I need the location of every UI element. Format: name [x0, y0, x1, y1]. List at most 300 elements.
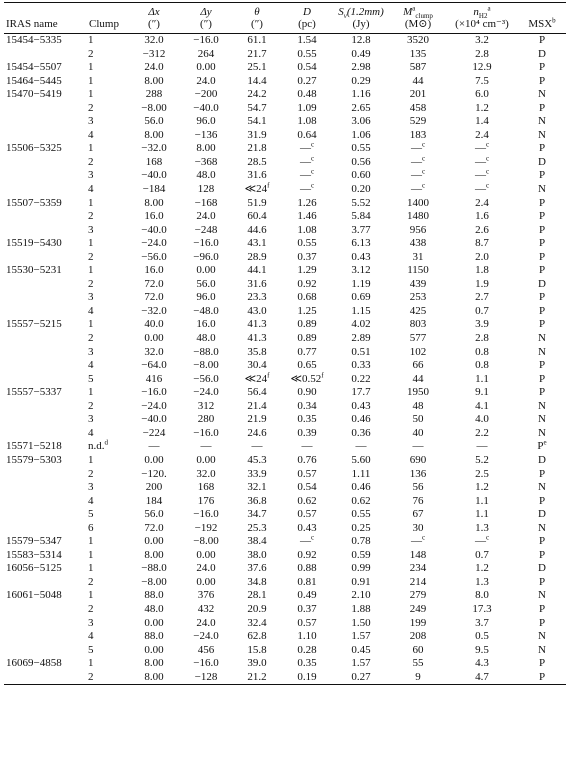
cell-dx: 48.0: [144, 602, 164, 615]
cell-iras-name: 15557−5337: [6, 386, 62, 399]
cell-clump: 1: [88, 88, 94, 101]
cell-iras-name: [4, 427, 80, 441]
cell-dy: −192: [194, 521, 218, 534]
cell-diameter: ≪0.52$^f$: [290, 371, 324, 385]
cell-mass: 50: [412, 413, 424, 426]
cell-iras-name: 15454−5507: [6, 61, 62, 74]
cell-msx: N: [538, 481, 546, 494]
cell-theta: 25.3: [247, 521, 267, 534]
cell-iras-name: 15519−5430: [6, 237, 62, 250]
table-row: [4, 332, 566, 346]
cell-dy: 0.00: [196, 264, 216, 277]
table-row: [4, 535, 566, 549]
cell-dx: 0.00: [144, 453, 164, 466]
cell-dy: —: [200, 440, 212, 453]
cell-theta: 28.1: [247, 589, 267, 602]
cell-dy: 56.0: [196, 277, 216, 290]
cell-flux: 0.51: [351, 345, 371, 358]
cell-iras-name: [4, 359, 80, 373]
cell-diameter: 0.49: [297, 589, 317, 602]
cell-density: 0.5: [475, 630, 489, 643]
cell-dy: −48.0: [193, 304, 219, 317]
cell-flux: 0.56: [351, 155, 371, 168]
cell-clump: 2: [88, 250, 94, 263]
cell-dx: 8.00: [144, 657, 164, 670]
cell-density: 0.7: [475, 304, 489, 317]
cell-diameter: 0.88: [297, 562, 317, 575]
cell-dy: 456: [197, 643, 215, 656]
cell-theta: 36.8: [247, 494, 267, 507]
cell-clump: 4: [88, 183, 94, 196]
table-row: [4, 644, 566, 658]
cell-dx: 32.0: [144, 34, 164, 46]
cell-dx: −88.0: [141, 562, 167, 575]
cell-theta: 56.4: [247, 386, 267, 399]
cell-flux: 5.52: [351, 196, 371, 209]
cell-clump: 2: [88, 399, 94, 412]
cell-dx: −40.0: [141, 169, 167, 182]
cell-mass: 439: [409, 277, 427, 290]
cell-density: 4.1: [475, 399, 489, 412]
cell-density: 2.8: [475, 332, 489, 345]
table-row: [4, 373, 566, 387]
cell-density: 2.8: [475, 47, 489, 60]
cell-dx: 88.0: [144, 589, 164, 602]
table-row: [4, 657, 566, 671]
cell-theta: 33.9: [247, 467, 267, 480]
cell-iras-name: [4, 291, 80, 305]
cell-density: 8.0: [475, 589, 489, 602]
clump-properties-table-container: [4, 2, 566, 685]
cell-dx: 416: [145, 372, 163, 385]
cell-dy: −16.0: [193, 34, 219, 46]
header-diameter: [282, 3, 332, 19]
cell-dx: −40.0: [141, 413, 167, 426]
cell-diameter: —$^c$: [299, 140, 315, 155]
cell-iras-name: [4, 102, 80, 116]
cell-mass: 234: [409, 562, 427, 575]
cell-dy: 0.00: [196, 453, 216, 466]
cell-dy: −24.0: [193, 630, 219, 643]
cell-flux: 6.13: [351, 237, 371, 250]
cell-dy: −16.0: [193, 657, 219, 670]
cell-dy: 280: [197, 413, 215, 426]
cell-diameter: 1.54: [297, 34, 317, 46]
cell-flux: 0.46: [351, 481, 371, 494]
cell-clump: 1: [88, 318, 94, 331]
cell-theta: 34.7: [247, 508, 267, 521]
cell-theta: 24.2: [247, 88, 267, 101]
cell-theta: 20.9: [247, 602, 267, 615]
clump-properties-table: [4, 2, 566, 685]
cell-dx: 0.00: [144, 616, 164, 629]
cell-dx: −40.0: [141, 223, 167, 236]
cell-mass: 9: [390, 671, 446, 685]
cell-clump: 4: [88, 359, 94, 372]
cell-clump: 2: [88, 467, 94, 480]
cell-flux: 0.29: [351, 74, 371, 87]
cell-theta: 61.1: [247, 34, 267, 46]
cell-flux: 4.02: [351, 318, 371, 331]
cell-clump: 3: [88, 291, 94, 304]
table-row: [4, 224, 566, 238]
cell-diameter: 0.54: [297, 481, 317, 494]
header-dy-unit: (″): [180, 18, 232, 34]
cell-mass: 214: [409, 575, 427, 588]
cell-flux: 2.98: [351, 61, 371, 74]
cell-msx: D: [538, 562, 546, 575]
cell-theta: ≪24$^f$: [244, 181, 270, 196]
cell-msx: $P^e$: [537, 438, 547, 453]
cell-iras-name: [4, 129, 80, 143]
cell-msx: D: [538, 277, 546, 290]
cell-diameter: 1.08: [297, 115, 317, 128]
cell-density: 1.2: [475, 562, 489, 575]
cell-theta: 28.5: [247, 155, 267, 168]
cell-diameter: 0.65: [297, 359, 317, 372]
cell-mass: —$^c$: [410, 154, 426, 168]
cell-flux: 1.15: [351, 304, 371, 317]
cell-diameter: 1.08: [297, 223, 317, 236]
table-row: [4, 522, 566, 536]
cell-clump: 2: [88, 332, 94, 345]
cell-density: 2.2: [475, 426, 489, 439]
cell-dx: 56.0: [144, 508, 164, 521]
cell-clump: 6: [88, 521, 94, 534]
cell-theta: 24.6: [247, 426, 267, 439]
cell-density: 3.9: [475, 318, 489, 331]
cell-dy: 376: [197, 589, 215, 602]
cell-diameter: —$^c$: [299, 167, 315, 182]
cell-mass: 529: [409, 115, 427, 128]
cell-msx: P: [538, 602, 546, 615]
cell-iras-name: 15571−5218: [6, 440, 62, 453]
cell-diameter: 0.55: [297, 237, 317, 250]
cell-clump: 1: [88, 264, 94, 277]
table-row: [4, 251, 566, 265]
cell-iras-name: 15530−5231: [6, 264, 62, 277]
cell-density: 2.7: [475, 291, 489, 304]
cell-density: —: [476, 440, 488, 453]
table-row: [4, 278, 566, 292]
cell-flux: 0.36: [351, 426, 371, 439]
cell-msx: P: [538, 548, 546, 561]
cell-iras-name: [4, 251, 80, 265]
cell-flux: 0.55: [351, 142, 371, 155]
cell-iras-name: 16069−4858: [6, 657, 62, 670]
cell-flux: —: [355, 440, 367, 453]
table-header: [4, 3, 566, 34]
cell-theta: 28.9: [247, 250, 267, 263]
table-row: [4, 318, 566, 332]
cell-clump: 1: [88, 237, 94, 250]
cell-msx: N: [538, 413, 546, 426]
cell-mass: 67: [412, 508, 424, 521]
cell-flux: 0.91: [351, 575, 371, 588]
cell-diameter: —$^c$: [299, 533, 315, 548]
cell-iras-name: 15464−5445: [6, 74, 62, 87]
table-row: [4, 48, 566, 62]
cell-dx: −184: [142, 183, 166, 196]
cell-dx: 8.00: [144, 548, 164, 561]
cell-dx: 16.0: [144, 210, 164, 223]
cell-dx: −8.00: [141, 575, 167, 588]
cell-theta: —: [251, 440, 263, 453]
cell-iras-name: [4, 346, 80, 360]
cell-mass: 60: [412, 643, 424, 656]
cell-diameter: 0.89: [297, 318, 317, 331]
cell-mass: —$^c$: [410, 140, 426, 155]
table-row: [4, 549, 566, 563]
cell-diameter: 0.34: [297, 399, 317, 412]
cell-msx: P: [538, 304, 546, 317]
header-clump: Clump: [80, 18, 128, 34]
cell-dy: 0.00: [196, 548, 216, 561]
cell-density: —$^c$: [474, 140, 490, 155]
cell-mass: 956: [409, 223, 427, 236]
table-row: [4, 468, 566, 482]
table-row: [4, 61, 566, 75]
table-row: [4, 169, 566, 183]
table-row: [4, 562, 566, 576]
header-clump-top: [80, 3, 128, 19]
table-row: [4, 617, 566, 631]
table-row: [4, 142, 566, 156]
cell-clump: 2: [88, 210, 94, 223]
cell-density: 1.1: [475, 372, 489, 385]
cell-flux: 0.22: [351, 372, 371, 385]
cell-dy: −16.0: [193, 508, 219, 521]
header-theta: [232, 3, 282, 19]
cell-dy: −56.0: [193, 372, 219, 385]
cell-flux: 0.59: [351, 548, 371, 561]
table-row: [4, 264, 566, 278]
cell-theta: 31.6: [247, 169, 267, 182]
cell-clump: 3: [88, 115, 94, 128]
cell-mass: —$^c$: [410, 533, 426, 548]
cell-density: 2.4: [475, 196, 489, 209]
header-flux: [332, 3, 390, 19]
header-flux-unit: (Jy): [332, 18, 390, 34]
cell-flux: 0.69: [351, 291, 371, 304]
cell-dx: −32.0: [141, 142, 167, 155]
cell-clump: 1: [88, 196, 94, 209]
header-row-symbols: [4, 3, 566, 19]
cell-theta: 51.9: [247, 196, 267, 209]
cell-dy: 168: [197, 481, 215, 494]
cell-iras-name: [4, 400, 80, 414]
cell-mass: 690: [409, 453, 427, 466]
cell-dy: 264: [197, 47, 215, 60]
cell-msx: P: [538, 494, 546, 507]
cell-theta: ≪24$^f$: [244, 371, 270, 385]
cell-flux: 3.12: [351, 264, 371, 277]
table-row: [4, 400, 566, 414]
cell-mass: 55: [412, 657, 424, 670]
cell-mass: 577: [409, 332, 427, 345]
cell-mass: 40: [412, 426, 424, 439]
cell-dx: 32.0: [144, 345, 164, 358]
cell-mass: —: [412, 440, 424, 453]
cell-msx: N: [538, 426, 546, 439]
cell-density: 0.8: [475, 345, 489, 358]
cell-flux: 0.49: [351, 47, 371, 60]
header-mass-label: $M^a_{clump}$: [403, 4, 433, 21]
cell-mass: 30: [412, 521, 424, 534]
cell-density: 3.7: [475, 616, 489, 629]
cell-theta: 23.3: [247, 291, 267, 304]
cell-clump: 1: [88, 61, 94, 74]
cell-theta: 21.4: [247, 399, 267, 412]
cell-theta: 21.2: [232, 671, 282, 685]
cell-iras-name: 15454−5335: [6, 34, 62, 46]
cell-msx: N: [538, 521, 546, 534]
cell-theta: 21.9: [247, 413, 267, 426]
cell-iras-name: [4, 576, 80, 590]
table-row: [4, 291, 566, 305]
cell-iras-name: [4, 644, 80, 658]
cell-flux: 0.43: [351, 250, 371, 263]
cell-density: 17.3: [472, 602, 492, 615]
header-diameter-label: D: [303, 6, 311, 18]
cell-dx: 200: [145, 481, 163, 494]
cell-theta: 30.4: [247, 359, 267, 372]
table-row: [4, 305, 566, 319]
cell-theta: 44.6: [247, 223, 267, 236]
header-row-units: [4, 18, 566, 34]
cell-flux: 0.78: [351, 535, 371, 548]
cell-mass: 31: [412, 250, 424, 263]
cell-dy: −248: [194, 223, 218, 236]
cell-density: 2.0: [475, 250, 489, 263]
cell-theta: 34.8: [247, 575, 267, 588]
cell-dx: 184: [145, 494, 163, 507]
cell-msx: P: [538, 467, 546, 480]
cell-diameter: —$^c$: [299, 181, 315, 196]
cell-mass: —$^c$: [410, 167, 426, 182]
table-row: [4, 88, 566, 102]
cell-flux: 1.19: [351, 277, 371, 290]
cell-diameter: 1.10: [297, 630, 317, 643]
cell-clump: 4: [88, 128, 94, 141]
cell-clump: 5: [88, 372, 94, 385]
cell-flux: 0.46: [351, 413, 371, 426]
cell-dx: −24.0: [141, 399, 167, 412]
cell-diameter: 0.68: [297, 291, 317, 304]
cell-theta: 62.8: [247, 630, 267, 643]
cell-density: 2.5: [475, 467, 489, 480]
cell-clump: 1: [88, 142, 94, 155]
cell-dx: 8.00: [128, 671, 180, 685]
cell-dx: 288: [145, 88, 163, 101]
cell-iras-name: [4, 671, 80, 685]
cell-mass: 1400: [407, 196, 429, 209]
cell-msx: P: [538, 142, 546, 155]
cell-density: —$^c$: [474, 533, 490, 548]
cell-iras-name: 15579−5303: [6, 453, 62, 466]
cell-flux: 0.33: [351, 359, 371, 372]
cell-msx: P: [538, 386, 546, 399]
cell-dy: 96.0: [196, 291, 216, 304]
cell-dy: 96.0: [196, 115, 216, 128]
cell-density: 9.5: [475, 643, 489, 656]
cell-mass: 3520: [407, 34, 429, 46]
cell-dx: −24.0: [141, 237, 167, 250]
table-row: [4, 156, 566, 170]
cell-mass: 208: [409, 630, 427, 643]
cell-density: —$^c$: [474, 181, 490, 196]
cell-diameter: 0.19: [282, 671, 332, 685]
cell-msx: P: [538, 291, 546, 304]
cell-iras-name: [4, 115, 80, 129]
cell-msx: P: [538, 101, 546, 114]
cell-theta: 38.4: [247, 535, 267, 548]
table-row: [4, 183, 566, 197]
header-dy-label: Δy: [200, 6, 212, 18]
cell-iras-name: [4, 617, 80, 631]
cell-diameter: 0.57: [297, 467, 317, 480]
cell-clump: 2: [88, 575, 94, 588]
cell-density: 1.2: [475, 481, 489, 494]
cell-diameter: 1.46: [297, 210, 317, 223]
cell-clump: 4: [88, 304, 94, 317]
cell-flux: 12.8: [351, 34, 371, 46]
cell-flux: 0.20: [351, 183, 371, 196]
header-dx: [128, 3, 180, 19]
cell-clump: 1: [88, 34, 94, 46]
cell-theta: 38.0: [247, 548, 267, 561]
cell-dy: −168: [194, 196, 218, 209]
cell-density: 1.1: [475, 508, 489, 521]
cell-dy: 24.0: [196, 562, 216, 575]
cell-clump: 1: [88, 386, 94, 399]
cell-dy: −200: [194, 88, 218, 101]
table-row: [4, 359, 566, 373]
cell-mass: 136: [409, 467, 427, 480]
cell-iras-name: 15506−5325: [6, 142, 62, 155]
cell-density: 1.1: [475, 494, 489, 507]
cell-iras-name: [4, 332, 80, 346]
cell-dx: 0.00: [144, 643, 164, 656]
cell-dx: 40.0: [144, 318, 164, 331]
cell-iras-name: [4, 278, 80, 292]
cell-flux: 0.60: [351, 169, 371, 182]
header-dy: [180, 3, 232, 19]
cell-density: 1.2: [475, 101, 489, 114]
cell-clump: 1: [88, 548, 94, 561]
cell-flux: 0.25: [351, 521, 371, 534]
cell-dy: −128: [180, 671, 232, 685]
cell-clump: 2: [88, 101, 94, 114]
cell-msx: N: [538, 332, 546, 345]
header-msx: MSX$^b$: [518, 18, 566, 34]
header-dx-unit: (″): [128, 18, 180, 34]
cell-dx: 8.00: [144, 196, 164, 209]
cell-density: 12.9: [472, 61, 492, 74]
cell-flux: 1.88: [351, 602, 371, 615]
cell-iras-name: [4, 603, 80, 617]
cell-dy: 32.0: [196, 467, 216, 480]
cell-msx: P: [538, 575, 546, 588]
cell-dx: −16.0: [141, 386, 167, 399]
header-msx-top: [518, 3, 566, 19]
cell-msx: P: [518, 671, 566, 685]
cell-density: 0.7: [475, 548, 489, 561]
cell-dx: −56.0: [141, 250, 167, 263]
table-row: [4, 75, 566, 89]
cell-msx: D: [538, 453, 546, 466]
cell-diameter: 0.92: [297, 548, 317, 561]
